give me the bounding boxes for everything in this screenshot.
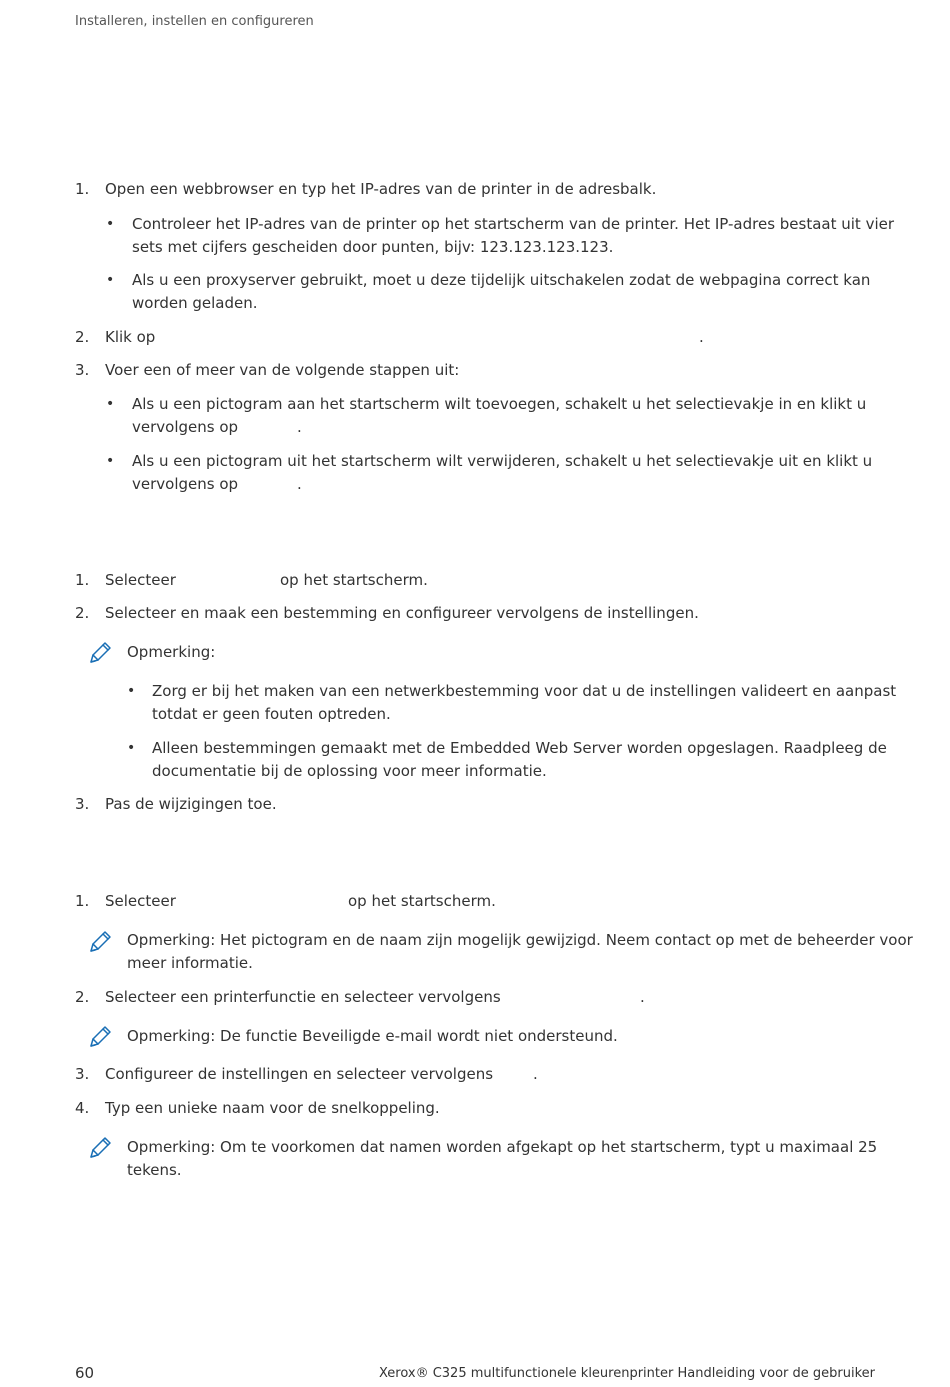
step-number: 3. xyxy=(75,1065,90,1083)
bullet-period: . xyxy=(297,475,302,493)
step-text: Selecteer en maak een bestemming en configureer vervolgens de instellingen. xyxy=(105,604,699,622)
bullet-text: worden geladen. xyxy=(132,294,258,312)
bullet-period: . xyxy=(297,418,302,436)
note-text: tekens. xyxy=(127,1161,182,1179)
bullet-text: documentatie bij de oplossing voor meer informatie. xyxy=(152,762,547,780)
bullet-text: totdat er geen fouten optreden. xyxy=(152,705,391,723)
step-period: . xyxy=(699,328,704,346)
step-number: 2. xyxy=(75,604,90,622)
step-text: Klik op xyxy=(105,328,156,346)
bullet-text: Controleer het IP-adres van de printer op het startscherm van de printer. Het IP-adres bestaat uit vier xyxy=(132,215,895,233)
step-text: Configureer de instellingen en selecteer vervolgens xyxy=(105,1065,494,1083)
step-number: 3. xyxy=(75,795,90,813)
bullet-icon: • xyxy=(106,396,115,412)
bullet-text: vervolgens op xyxy=(132,418,239,436)
bullet-icon: • xyxy=(127,683,136,699)
step-text: Open een webbrowser en typ het IP-adres van de printer in de adresbalk. xyxy=(105,180,657,198)
step-text: Pas de wijzigingen toe. xyxy=(105,795,277,813)
bullet-text: sets met cijfers gescheiden door punten, bijv: 123.123.123.123. xyxy=(132,238,614,256)
bullet-icon: • xyxy=(106,216,115,232)
step-number: 2. xyxy=(75,988,90,1006)
note-text: Opmerking: De functie Beveiligde e-mail wordt niet ondersteund. xyxy=(127,1027,618,1045)
note-label: Opmerking: xyxy=(127,643,216,661)
bullet-icon: • xyxy=(106,453,115,469)
step-number: 1. xyxy=(75,571,90,589)
step-number: 1. xyxy=(75,892,90,910)
bullet-text: Als u een proxyserver gebruikt, moet u deze tijdelijk uitschakelen zodat de webpagina correct kan xyxy=(132,271,871,289)
page-number: 60 xyxy=(75,1364,95,1382)
step-number: 4. xyxy=(75,1099,90,1117)
step-text: Selecteer xyxy=(105,892,176,910)
pencil-note-icon xyxy=(87,1135,113,1161)
bullet-icon: • xyxy=(127,740,136,756)
step-text-suffix: op het startscherm. xyxy=(348,892,496,910)
step-text: Selecteer xyxy=(105,571,176,589)
note-text: Opmerking: Om te voorkomen dat namen worden afgekapt op het startscherm, typt u maximaal 25 xyxy=(127,1138,878,1156)
pencil-note-icon xyxy=(87,1024,113,1050)
pencil-note-icon xyxy=(87,929,113,955)
step-period: . xyxy=(640,988,645,1006)
bullet-text: Als u een pictogram uit het startscherm wilt verwijderen, schakelt u het selectievakje uit en klikt u xyxy=(132,452,873,470)
step-text: Selecteer een printerfunctie en selecteer vervolgens xyxy=(105,988,501,1006)
bullet-text: Als u een pictogram aan het startscherm wilt toevoegen, schakelt u het selectievakje in en klikt u xyxy=(132,395,867,413)
step-text: Voer een of meer van de volgende stappen uit: xyxy=(105,361,460,379)
step-number: 1. xyxy=(75,180,90,198)
pencil-note-icon xyxy=(87,640,113,666)
bullet-text: Zorg er bij het maken van een netwerkbestemming voor dat u de instellingen valideert en aanpast xyxy=(152,682,897,700)
note-text: meer informatie. xyxy=(127,954,253,972)
step-period: . xyxy=(533,1065,538,1083)
running-header: Installeren, instellen en configureren xyxy=(75,14,314,29)
step-number: 3. xyxy=(75,361,90,379)
bullet-text: Alleen bestemmingen gemaakt met de Embedded Web Server worden opgeslagen. Raadpleeg de xyxy=(152,739,887,757)
step-text-suffix: op het startscherm. xyxy=(280,571,428,589)
bullet-icon: • xyxy=(106,272,115,288)
step-text: Typ een unieke naam voor de snelkoppeling. xyxy=(105,1099,440,1117)
footer-title: Xerox® C325 multifunctionele kleurenprinter Handleiding voor de gebruiker xyxy=(378,1366,875,1381)
note-text: Opmerking: Het pictogram en de naam zijn mogelijk gewijzigd. Neem contact op met de beheerder voor xyxy=(127,931,913,949)
step-number: 2. xyxy=(75,328,90,346)
bullet-text: vervolgens op xyxy=(132,475,239,493)
